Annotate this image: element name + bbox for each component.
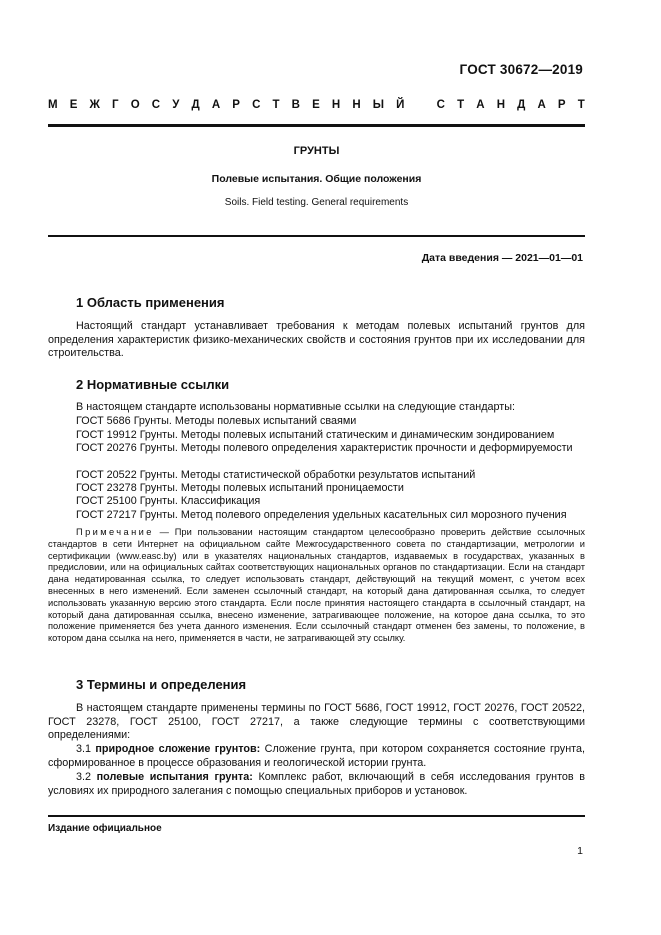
term-field-soil-testing: 3.2 полевые испытания грунта: Комплекс работ, включающий в себя исследования грунтов в условиях их природного залегания с помощью специальных приборов и установок. xyxy=(48,771,586,797)
section-1-text: Настоящий стандарт устанавливает требования к методам полевых испытаний грунтов для определения характеристик физико-механических свойств и состояния грунтов при их исследовании для строительства. xyxy=(48,320,585,360)
reference-gost-5686: ГОСТ 5686 Грунты. Методы полевых испытаний сваями xyxy=(76,415,357,427)
note-label: Примечание xyxy=(76,527,154,537)
section-1-heading: 1 Область применения xyxy=(76,295,225,310)
title-divider xyxy=(48,235,585,237)
footer-divider xyxy=(48,815,585,817)
section-3-intro: В настоящем стандарте применены термины по ГОСТ 5686, ГОСТ 19912, ГОСТ 20276, ГОСТ 20522, ГОСТ 23278, ГОСТ 25100, ГОСТ 27217, а также следующие термины с соответствующими определениями: xyxy=(48,702,585,742)
document-subtitle: Полевые испытания. Общие положения xyxy=(211,173,422,185)
reference-gost-25100: ГОСТ 25100 Грунты. Классификация xyxy=(76,495,261,507)
reference-gost-23278: ГОСТ 23278 Грунты. Методы полевых испытаний проницаемости xyxy=(76,482,404,494)
header-divider xyxy=(48,124,585,127)
document-title: ГРУНТЫ xyxy=(293,145,340,157)
term-natural-soil-structure: 3.1 природное сложение грунтов: Сложение грунта, при котором сохраняется состояние грунта, сформированное в процессе образования и геологической истории грунта. xyxy=(48,743,585,769)
section-3-heading: 3 Термины и определения xyxy=(76,677,247,692)
references-note xyxy=(48,527,585,645)
effective-date: Дата введения — 2021—01—01 xyxy=(421,252,583,264)
interstate-standard-banner: М Е Ж Г О С У Д А Р С Т В Е Н Н Ы Й С Т А Н Д А Р Т xyxy=(48,99,585,111)
official-edition-label: Издание официальное xyxy=(48,823,162,834)
page-number: 1 xyxy=(577,845,583,857)
section-2-heading: 2 Нормативные ссылки xyxy=(76,377,230,392)
reference-gost-19912: ГОСТ 19912 Грунты. Методы полевых испытаний статическим и динамическим зондированием xyxy=(76,429,555,441)
reference-gost-27217: ГОСТ 27217 Грунты. Метод полевого определения удельных касательных сил морозного пучения xyxy=(76,509,567,521)
note-text: — При пользовании настоящим стандартом целесообразно проверить действие ссылочных стандартов в сети Интернет на официальном сайте Межгосударственного совета по стандартизации, метрологии и сертификации (www.easc.by) или в указателях национальных стандартов, издаваемых в государствах, указанных в предисловии, или на официальных сайтах соответствующих национальных органов по стандартизации. Если на стандарт дана недатированная ссылка, то следует использовать стандарт, действующий на текущий момент, с учетом всех внесенных в него изменений. Если заменен ссылочный стандарт, на который дана датированная ссылка, то следует использовать указанную версию этого стандарта. Если после принятия настоящего стандарта в ссылочный стандарт, на который дана датированная ссылка, внесено изменение, затрагивающее положение, на которое дана ссылка, то это положение применяется без учета данного изменения. Если ссылочный стандарт отменен без замены, то положение, в котором дана ссылка на него, применяется в части, не затрагивающей эту ссылку. xyxy=(48,527,585,644)
standard-number: ГОСТ 30672—2019 xyxy=(459,62,583,77)
reference-gost-20522: ГОСТ 20522 Грунты. Методы статистической обработки результатов испытаний xyxy=(76,469,476,481)
section-2-intro: В настоящем стандарте использованы нормативные ссылки на следующие стандарты: xyxy=(76,401,515,413)
english-title: Soils. Field testing. General requirements xyxy=(224,197,409,208)
reference-gost-20276: ГОСТ 20276 Грунты. Методы полевого определения характеристик прочности и деформируемости xyxy=(76,442,573,454)
